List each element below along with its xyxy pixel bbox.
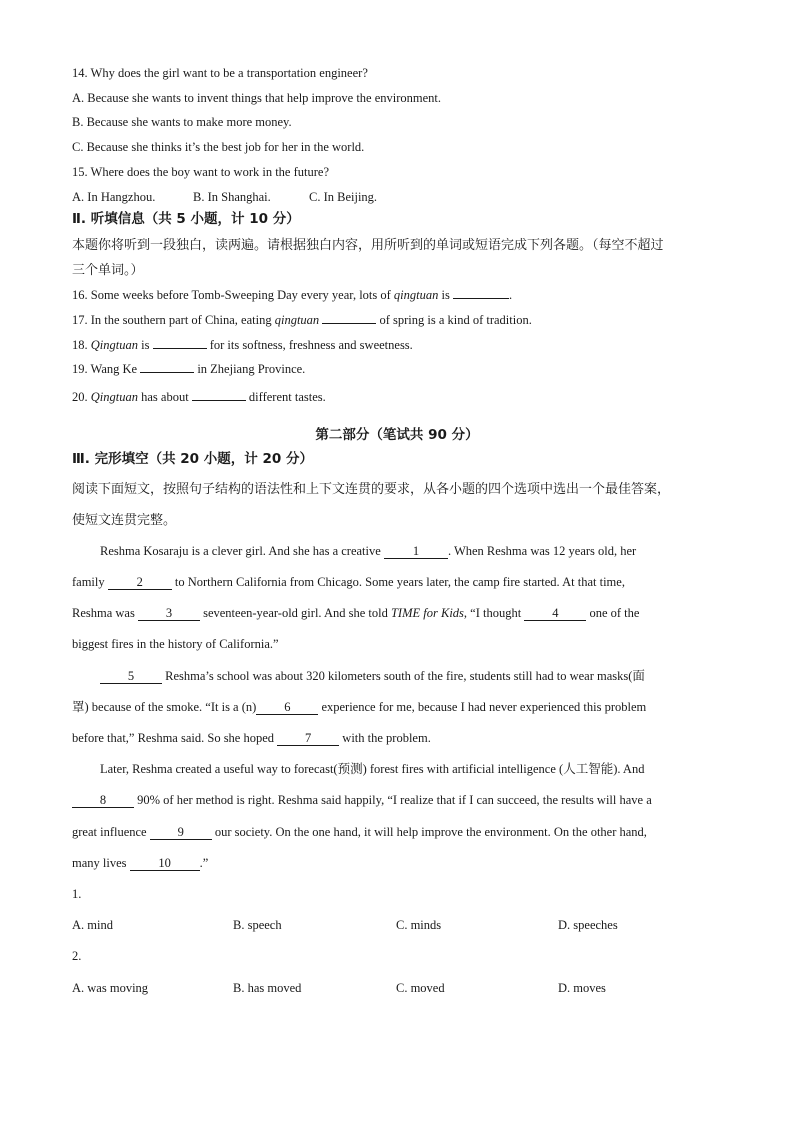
passage-line-1: Reshma Kosaraju is a clever girl. And she has a creative 1 . When Reshma was 12 years old, her bbox=[100, 544, 637, 558]
question-15-option-a: A. In Hangzhou. bbox=[72, 190, 156, 204]
passage-line-5: 5 Reshma’s school was about 320 kilometers south of the fire, students still had to wear masks(面 bbox=[100, 670, 645, 684]
question-14-stem: 14. Why does the girl want to be a transportation engineer? bbox=[72, 66, 368, 80]
answer-blank-19[interactable] bbox=[140, 372, 194, 373]
mcq-2-option-c[interactable]: C. moved bbox=[396, 981, 445, 995]
part-2-title: 第二部分（笔试共 90 分） bbox=[315, 427, 479, 443]
question-15-option-b: B. In Shanghai. bbox=[193, 190, 271, 204]
passage-line-9: 8 90% of her method is right. Reshma said happily, “I realize that if I can succeed, the results will have a bbox=[72, 794, 652, 808]
answer-blank-18[interactable] bbox=[153, 348, 207, 349]
mcq-2-option-a[interactable]: A. was moving bbox=[72, 981, 149, 995]
answer-blank-20[interactable] bbox=[192, 400, 246, 401]
passage-line-11: many lives 10 .” bbox=[72, 856, 209, 870]
mcq-1-option-b[interactable]: B. speech bbox=[233, 918, 282, 932]
question-18: 18. Qingtuan is for its softness, freshness and sweetness. bbox=[72, 338, 413, 352]
question-14-option-b: B. Because she wants to make more money. bbox=[72, 115, 292, 129]
cloze-blank-9[interactable]: 9 bbox=[150, 826, 212, 840]
mcq-1-option-c[interactable]: C. minds bbox=[396, 918, 442, 932]
section-2-instruction-line-1: 本题你将听到一段独白，读两遍。请根据独白内容，用所听到的单词或短语完成下列各题。（每空不超过 bbox=[72, 238, 664, 253]
cloze-blank-5[interactable]: 5 bbox=[100, 670, 162, 684]
mcq-1-number: 1. bbox=[72, 887, 82, 901]
passage-line-10: great influence 9 our society. On the one hand, it will help improve the environment. On the other hand, bbox=[72, 825, 647, 839]
cloze-blank-3[interactable]: 3 bbox=[138, 607, 200, 621]
cloze-blank-1[interactable]: 1 bbox=[384, 545, 448, 559]
question-19: 19. Wang Ke in Zhejiang Province. bbox=[72, 362, 306, 376]
answer-blank-17[interactable] bbox=[322, 323, 376, 324]
cloze-blank-2[interactable]: 2 bbox=[108, 576, 172, 590]
passage-line-4: biggest fires in the history of California.” bbox=[72, 637, 279, 651]
section-2-instruction-line-2: 三个单词。） bbox=[72, 263, 144, 278]
answer-blank-16[interactable] bbox=[453, 298, 509, 299]
passage-line-8: Later, Reshma created a useful way to forecast(预测) forest fires with artificial intelligence (人工智能). And bbox=[100, 762, 645, 776]
cloze-blank-8[interactable]: 8 bbox=[72, 794, 134, 808]
cloze-blank-10[interactable]: 10 bbox=[130, 857, 200, 871]
cloze-blank-7[interactable]: 7 bbox=[277, 732, 339, 746]
section-2-heading: Ⅱ. 听填信息（共 5 小题，计 10 分） bbox=[72, 211, 300, 227]
section-3-heading: Ⅲ. 完形填空（共 20 小题，计 20 分） bbox=[72, 451, 313, 467]
section-3-instruction-line-1: 阅读下面短文，按照句子结构的语法性和上下文连贯的要求，从各小题的四个选项中选出一个最佳答案， bbox=[72, 482, 671, 497]
passage-line-3: Reshma was 3 seventeen-year-old girl. And she told TIME for Kids, “I thought 4 one of the bbox=[72, 606, 640, 620]
mcq-2-option-b[interactable]: B. has moved bbox=[233, 981, 302, 995]
question-15-option-c: C. In Beijing. bbox=[309, 190, 378, 204]
question-17: 17. In the southern part of China, eating qingtuan of spring is a kind of tradition. bbox=[72, 313, 532, 327]
passage-line-6: 罩) because of the smoke. “It is a (n) 6 experience for me, because I had never experienced this problem bbox=[72, 700, 647, 714]
cloze-blank-6[interactable]: 6 bbox=[256, 701, 318, 715]
mcq-1-option-a[interactable]: A. mind bbox=[72, 918, 113, 932]
mcq-2-option-d[interactable]: D. moves bbox=[558, 981, 606, 995]
passage-line-7: before that,” Reshma said. So she hoped 7 with the problem. bbox=[72, 731, 431, 745]
question-16: 16. Some weeks before Tomb-Sweeping Day every year, lots of qingtuan is . bbox=[72, 288, 513, 302]
question-14-option-a: A. Because she wants to invent things that help improve the environment. bbox=[72, 91, 442, 105]
passage-line-2: family 2 to Northern California from Chicago. Some years later, the camp fire started. At that time, bbox=[72, 575, 625, 589]
section-3-instruction-line-2: 使短文连贯完整。 bbox=[72, 513, 177, 528]
mcq-2-number: 2. bbox=[72, 949, 82, 963]
cloze-blank-4[interactable]: 4 bbox=[524, 607, 586, 621]
mcq-1-option-d[interactable]: D. speeches bbox=[558, 918, 618, 932]
question-20: 20. Qingtuan has about different tastes. bbox=[72, 390, 326, 404]
question-14-option-c: C. Because she thinks it’s the best job for her in the world. bbox=[72, 140, 365, 154]
question-15-stem: 15. Where does the boy want to work in the future? bbox=[72, 165, 329, 179]
